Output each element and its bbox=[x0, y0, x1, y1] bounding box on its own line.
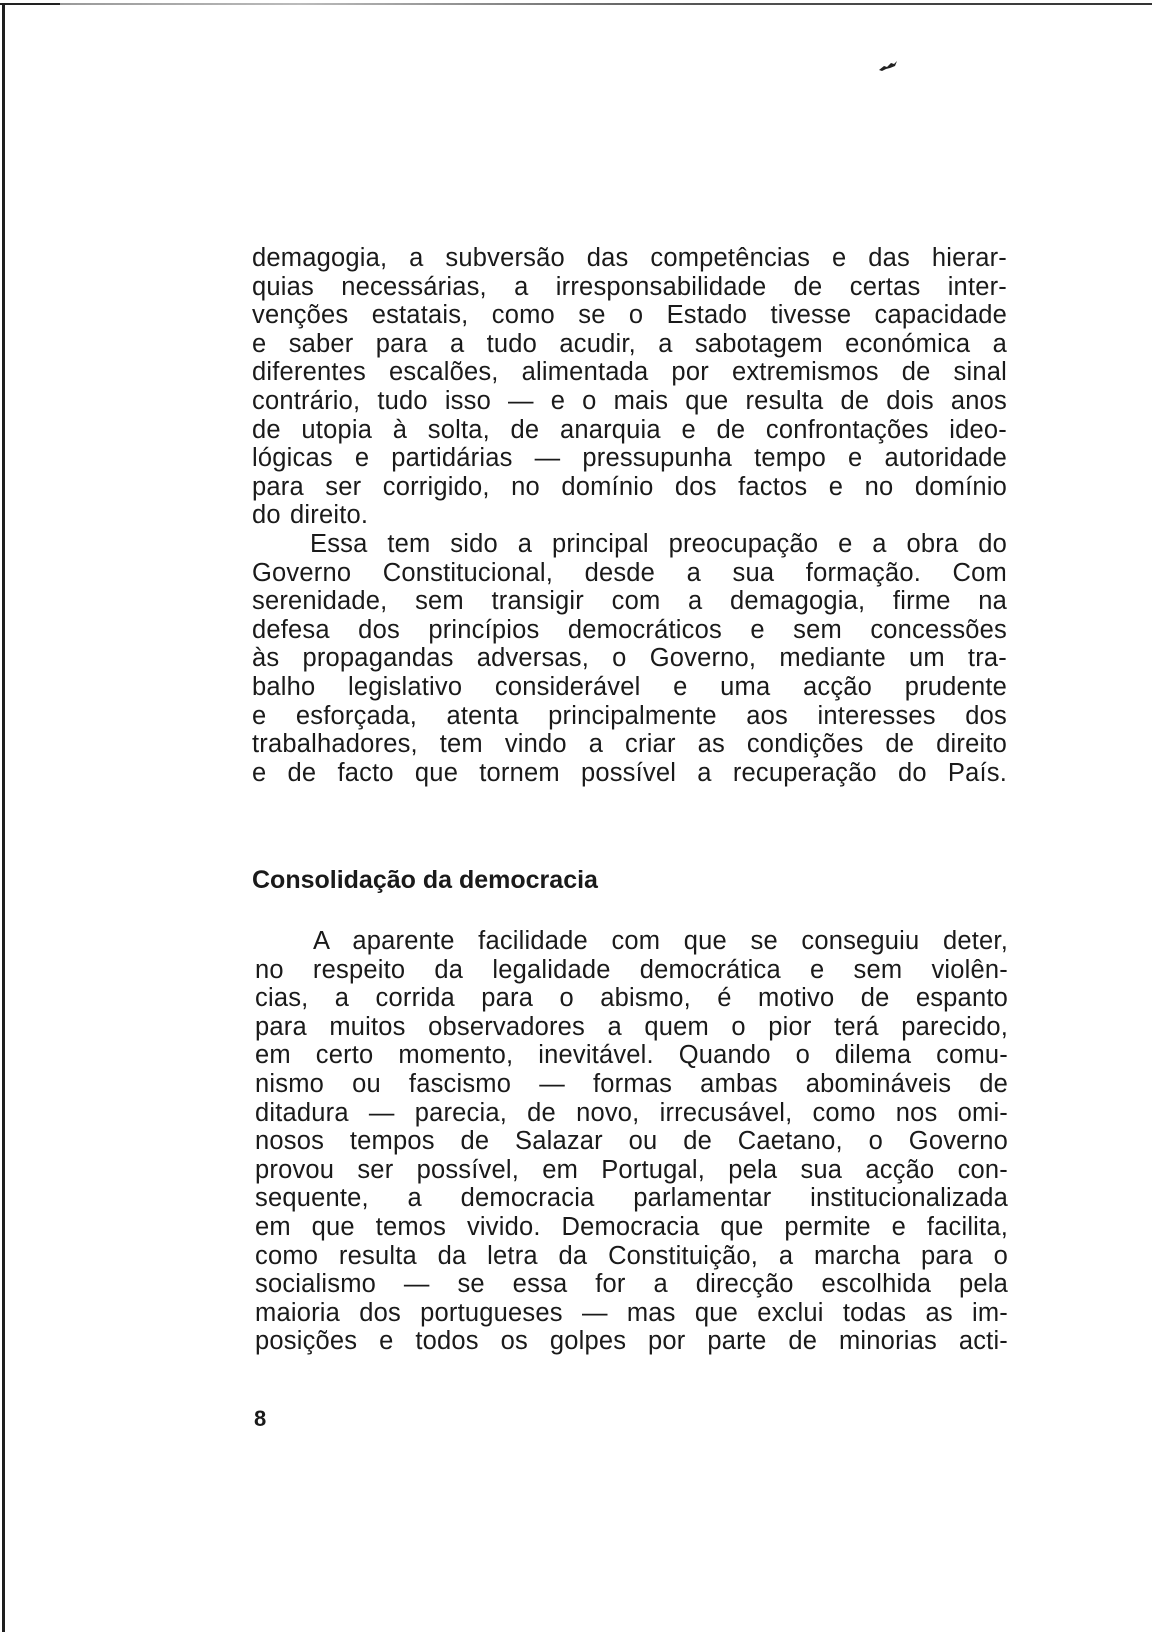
section-heading: Consolidação da democracia bbox=[252, 866, 598, 894]
text-line: demagogia, a subversão das competências e das hierar- bbox=[252, 244, 1007, 272]
text-line: Essa tem sido a principal preocupação e a obra do bbox=[310, 530, 1007, 558]
text-line: às propagandas adversas, o Governo, mediante um tra- bbox=[252, 644, 1007, 673]
text-line: em certo momento, inevitável. Quando o dilema comu- bbox=[255, 1041, 1008, 1070]
text-line: contrário, tudo isso — e o mais que resulta de dois anos bbox=[252, 386, 1007, 415]
text-line: e de facto que tornem possível a recuperação do País. bbox=[252, 758, 1007, 787]
text-line: trabalhadores, tem vindo a criar as condições de direito bbox=[252, 730, 1007, 759]
text-line: balho legislativo considerável e uma acção prudente bbox=[252, 672, 1007, 701]
text-line: sequente, a democracia parlamentar institucionalizada bbox=[255, 1184, 1008, 1213]
body-paragraph-1 bbox=[252, 244, 1007, 530]
section-paragraph bbox=[255, 927, 1008, 1356]
text-line: cias, a corrida para o abismo, é motivo de espanto bbox=[255, 984, 1008, 1013]
text-line: para ser corrigido, no domínio dos factos e no domínio bbox=[252, 472, 1007, 501]
text-line: no respeito da legalidade democrática e sem violên- bbox=[255, 955, 1008, 984]
text-line: ditadura — parecia, de novo, irrecusável, como nos omi- bbox=[255, 1098, 1008, 1127]
text-line: venções estatais, como se o Estado tivesse capacidade bbox=[252, 301, 1007, 330]
text-line: do direito. bbox=[252, 501, 369, 530]
text-line: serenidade, sem transigir com a demagogia, firme na bbox=[252, 587, 1007, 616]
text-line: e saber para a tudo acudir, a sabotagem económica a bbox=[252, 329, 1007, 358]
text-line: A aparente facilidade com que se conseguiu deter, bbox=[313, 927, 1008, 955]
text-line: Governo Constitucional, desde a sua formação. Com bbox=[252, 558, 1007, 587]
text-line: provou ser possível, em Portugal, pela sua acção con- bbox=[255, 1155, 1008, 1184]
text-line: defesa dos princípios democráticos e sem concessões bbox=[252, 615, 1007, 644]
text-line: de utopia à solta, de anarquia e de confrontações ideo- bbox=[252, 415, 1007, 444]
text-line: nosos tempos de Salazar ou de Caetano, o Governo bbox=[255, 1127, 1008, 1156]
text-line: como resulta da letra da Constituição, a marcha para o bbox=[255, 1241, 1008, 1270]
scan-top-edge bbox=[0, 3, 1152, 5]
text-line: nismo ou fascismo — formas ambas abomináveis de bbox=[255, 1069, 1008, 1098]
scan-left-edge bbox=[2, 3, 5, 1632]
text-line: quias necessárias, a irresponsabilidade de certas inter- bbox=[252, 272, 1007, 301]
text-line: socialismo — se essa for a direcção escolhida pela bbox=[255, 1270, 1008, 1299]
text-line: lógicas e partidárias — pressupunha tempo e autoridade bbox=[252, 444, 1007, 473]
text-line: para muitos observadores a quem o pior terá parecido, bbox=[255, 1012, 1008, 1041]
text-line: diferentes escalões, alimentada por extremismos de sinal bbox=[252, 358, 1007, 387]
text-line: e esforçada, atenta principalmente aos interesses dos bbox=[252, 701, 1007, 730]
text-line: maioria dos portugueses — mas que exclui todas as im- bbox=[255, 1298, 1008, 1327]
text-line: em que temos vivido. Democracia que permite e facilita, bbox=[255, 1212, 1008, 1241]
ink-smudge-mark bbox=[878, 60, 898, 72]
page-number: 8 bbox=[254, 1406, 267, 1431]
body-paragraph-2 bbox=[252, 530, 1007, 787]
text-line: posições e todos os golpes por parte de minorias acti- bbox=[255, 1327, 1008, 1356]
